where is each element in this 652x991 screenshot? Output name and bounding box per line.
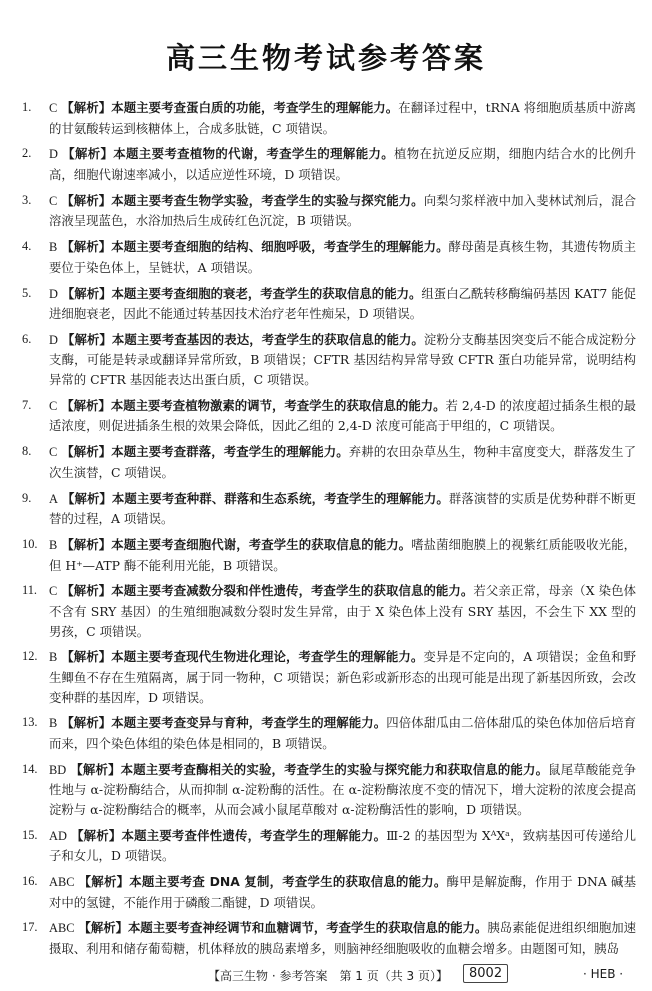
footer-page-label: 【高三生物 · 参考答案 第 1 页（共 3 页）】 [208,969,448,983]
analysis-text: 植物在抗逆反应期，细胞内结合水的比例升高，细胞代谢速率减小，以适应逆性环境，D 项错误。 [49,146,636,182]
answer-item [22,330,636,390]
answer-item [22,647,636,707]
page-title: 高三生物考试参考答案 [165,41,486,75]
analysis-summary: 本题主要考查伴性遗传，考查学生的理解能力。 [121,827,387,843]
analysis-text: 组蛋白乙酰转移酶编码基因 KAT7 能促进细胞衰老，因此不能通过转基因技术治疗老年性痴呆，D 项错误。 [49,285,637,322]
answer-number: 16. [22,874,38,888]
analysis-summary: 本题主要考查细胞的衰老，考查学生的获取信息的能力。 [111,285,422,301]
analysis-summary: 本题主要考查酶相关的实验，考查学生的实验与探究能力和获取信息的能力。 [120,761,549,777]
answer-item [22,489,636,529]
analysis-summary: 本题主要考查神经调节和血糖调节，考查学生的获取信息的能力。 [128,920,488,936]
answer-item [22,713,636,753]
answer-number: 1. [22,100,32,114]
analysis-tag: 【解析】 [61,715,112,731]
answer-list [22,98,636,965]
answer-number: 7. [22,397,32,412]
analysis-tag: 【解析】 [70,761,121,777]
answer-number: 5. [22,285,32,300]
answer-choice: ABC [49,875,75,889]
analysis-text: 鼠尾草酸能竞争性地与 α-淀粉酶结合，从而抑制 α-淀粉酶的活性。在 α-淀粉酶浓度不变的情况下，增大淀粉的浓度会提高淀粉与 α-淀粉酶结合的概率，从而会减小鼠尾草酸对 α-淀粉酶活性的影响，D 项错误。 [49,761,636,817]
analysis-summary: 本题主要考查基因的表达，考查学生的获取信息的能力。 [111,331,424,347]
footer-region: · HEB · [583,967,624,981]
answer-number: 9. [22,490,32,505]
analysis-tag: 【解析】 [61,444,112,460]
analysis-tag: 【解析】 [61,192,112,208]
analysis-tag: 【解析】 [61,331,112,347]
answer-choice: D [49,286,58,301]
answer-number: 2. [22,146,32,161]
analysis-text: 群落演替的实质是优势种群不断更替的过程，A 项错误。 [49,490,636,527]
answer-choice: C [49,101,58,115]
analysis-summary: 本题主要考查变异与育种，考查学生的理解能力。 [111,715,387,731]
analysis-summary: 本题主要考查现代生物进化理论，考查学生的理解能力。 [111,649,424,665]
analysis-text: 胰岛素能促进组织细胞加速摄取、利用和储存葡萄糖，机体释放的胰岛素增多，则脑神经细胞吸收的血糖会增多。由题图可知，胰岛 [49,920,637,956]
answer-choice: B [49,240,58,255]
answer-number: 10. [22,536,38,551]
analysis-tag: 【解析】 [61,536,112,552]
answer-number: 8. [22,444,32,459]
answer-number: 4. [22,239,32,254]
answer-item [22,826,636,866]
analysis-text: 若父亲正常，母亲（X 染色体不含有 SRY 基因）的生殖细胞减数分裂时发生异常，由于 X 染色体上没有 SRY 基因，不会生下 XX 型的男孩，C 项错误。 [49,583,637,639]
analysis-summary: 本题主要考查 DNA 复制，考查学生的获取信息的能力。 [129,874,447,889]
answer-choice: AD [49,828,67,843]
analysis-tag: 【解析】 [61,285,112,301]
analysis-summary: 本题主要考查蛋白质的功能，考查学生的理解能力。 [111,100,399,115]
analysis-tag: 【解析】 [61,649,112,665]
analysis-tag: 【解析】 [71,827,122,843]
answer-number: 12. [22,649,38,664]
analysis-text: 向梨匀浆样液中加入斐林试剂后，混合溶液呈现蓝色，水浴加热后生成砖红色沉淀，B 项错误。 [49,192,637,229]
analysis-summary: 本题主要考查植物的代谢，考查学生的理解能力。 [113,146,394,162]
analysis-text: 酵母菌是真核生物，其遗传物质主要位于染色体上，呈链状，A 项错误。 [49,239,636,275]
analysis-tag: 【解析】 [61,583,112,599]
page-footer [0,963,652,987]
answer-item [22,442,636,482]
analysis-tag: 【解析】 [61,100,112,115]
answer-item [22,918,636,958]
analysis-summary: 本题主要考查细胞代谢，考查学生的获取信息的能力。 [111,536,412,552]
answer-choice: C [49,193,58,208]
answer-choice: D [49,147,58,162]
analysis-text: 酶甲是解旋酶，作用于 DNA 碱基对中的氢键，不能作用于磷酸二酯键，D 项错误。 [49,874,637,910]
analysis-summary: 本题主要考查种群、群落和生态系统，考查学生的理解能力。 [111,490,449,506]
footer-code-badge: 8002 [463,964,508,983]
answer-item [22,98,636,138]
analysis-summary: 本题主要考查生物学实验，考查学生的实验与探究能力。 [111,192,424,208]
answer-item [22,872,636,912]
analysis-tag: 【解析】 [78,920,128,936]
analysis-tag: 【解析】 [78,874,130,889]
answer-number: 14. [22,761,38,776]
answer-choice: B [49,650,58,665]
answer-number: 11. [22,583,38,598]
answer-number: 6. [22,331,32,346]
analysis-text: 变异是不定向的，A 项错误；金鱼和野生鲫鱼不存在生殖隔离，属于同一物种，C 项错误；新色彩或新形态的出现可能是出现了新基因所致，会改变种群的基因库，D 项错误。 [49,649,636,705]
analysis-text: 弃耕的农田杂草丛生，物种丰富度变大，群落发生了次生演替，C 项错误。 [49,444,637,480]
answer-number: 3. [22,192,32,207]
analysis-text: 若 2,4-D 的浓度超过插条生根的最适浓度，则促进插条生根的效果会降低，因此乙组的 2,4-D 浓度可能高于甲组的，C 项错误。 [49,397,636,434]
analysis-summary: 本题主要考查减数分裂和伴性遗传，考查学生的获取信息的能力。 [111,583,474,599]
analysis-text: Ⅲ-2 的基因型为 XᴬXᵃ，致病基因可传递给儿子和女儿，D 项错误。 [49,827,637,864]
analysis-text: 淀粉分支酶基因突变后不能合成淀粉分支酶，可能是转录或翻译异常所致，B 项错误；CFTR 基因结构异常导致 CFTR 蛋白功能异常，说明结构异常的 CFTR 基因能表达出蛋白质，C 项错误。 [49,331,636,388]
answer-item [22,581,636,641]
answer-item [22,535,636,575]
analysis-summary: 本题主要考查植物激素的调节，考查学生的获取信息的能力。 [110,397,446,413]
answer-number: 15. [22,827,38,842]
answer-choice: D [49,332,58,347]
answer-number: 17. [22,920,38,935]
answer-choice: ABC [49,921,75,936]
answer-choice: C [49,445,58,460]
answer-item [22,237,636,277]
analysis-summary: 本题主要考查群落，考查学生的理解能力。 [111,444,349,460]
answer-number: 13. [22,715,38,730]
answer-item [22,144,636,184]
analysis-tag: 【解析】 [61,239,112,255]
answer-choice: B [49,537,58,552]
answer-item [22,191,636,231]
answer-item [22,760,636,820]
answer-choice: C [49,584,58,599]
analysis-tag: 【解析】 [61,490,112,506]
analysis-text: 嗜盐菌细胞膜上的视紫红质能吸收光能，但 H⁺—ATP 酶不能利用光能，B 项错误。 [49,536,636,573]
analysis-text: 在翻译过程中，tRNA 将细胞质基质中游离的甘氨酸转运到核糖体上，合成多肽链，C 项错误。 [49,100,636,136]
answer-item [22,396,636,436]
answer-choice: C [49,398,58,413]
answer-choice: BD [49,762,67,777]
answer-choice: A [49,491,58,506]
analysis-text: 四倍体甜瓜由二倍体甜瓜的染色体加倍后培育而来，四个染色体组的染色体是相同的，B 项错误。 [49,715,637,751]
analysis-tag: 【解析】 [62,146,114,162]
answer-choice: B [49,716,58,731]
analysis-summary: 本题主要考查细胞的结构、细胞呼吸，考查学生的理解能力。 [111,239,449,255]
analysis-tag: 【解析】 [61,397,111,413]
answer-item [22,284,636,324]
